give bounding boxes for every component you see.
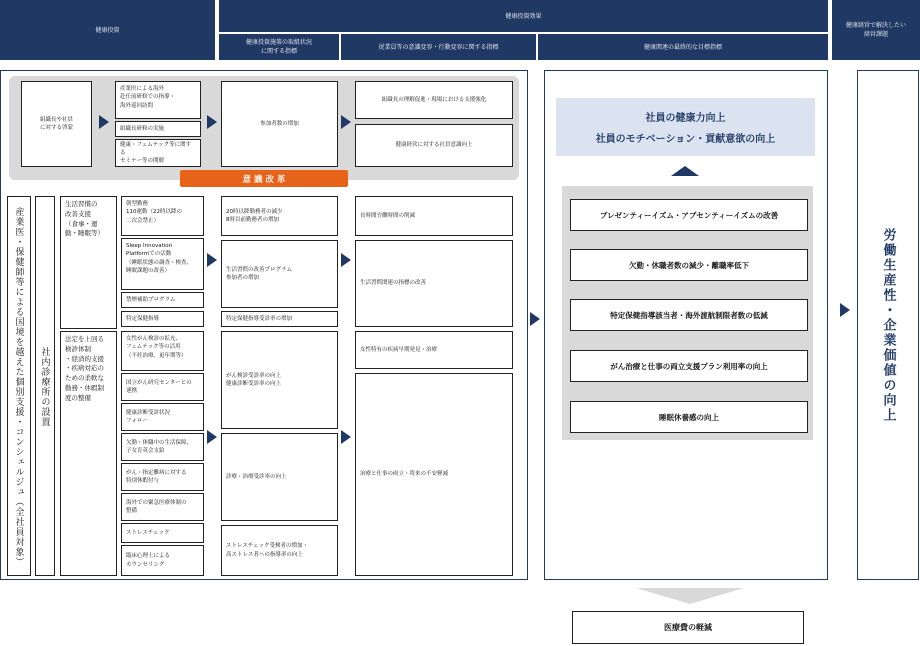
goal-item: 睡眠休養感の向上 — [570, 401, 808, 433]
goal-item: プレゼンティーイズム・アブセンティーイズムの改善 — [570, 199, 808, 231]
lifestyle-item: 特定保健指導 — [121, 311, 204, 327]
header-investment-effect: 健康投資効果 — [219, 0, 828, 32]
goal-item: がん治療と仕事の両立支援プラン利用率の向上 — [570, 350, 808, 382]
awareness-left-box: 組織長や社員 に対する啓蒙 — [21, 81, 92, 167]
lifestyle-item: Sleep Innovation Platformでの活動 （睡眠状態の調査・検査、 睡眠課題の改善） — [121, 238, 204, 290]
behavior-indicator: 生活習慣関連の指標の改善 — [355, 240, 513, 327]
medical-cost-box: 医療費の軽減 — [572, 611, 804, 644]
arrow-right-icon — [99, 115, 109, 129]
system-item: がん・指定難病に対する 特別休暇付与 — [121, 463, 204, 491]
arrow-right-icon — [341, 253, 351, 267]
behavior-indicator: 長時間労働時間の削減 — [355, 196, 513, 236]
measure-indicator: 生活習慣の改善プログラム 参加者の増加 — [221, 240, 338, 308]
arrow-right-icon — [530, 312, 540, 326]
system-item: 欠勤・休職中の生活保障、 子女育英会支給 — [121, 433, 204, 461]
header-behavior-indicator: 従業員等の意識変容・行動変容に関する指標 — [341, 34, 536, 60]
measure-indicator: 特定保健指導受診率の増加 — [221, 311, 338, 327]
arrow-up-icon — [671, 166, 699, 176]
header-management-issue: 健康経営で解決したい 経営課題 — [832, 0, 920, 60]
system-item: 臨床心理士による カウンセリング — [121, 545, 204, 576]
lifestyle-item: 禁煙補助プログラム — [121, 292, 204, 308]
measure-indicator: ストレスチェック受検者の増加・ 高ストレス者への指導率の向上 — [221, 525, 338, 576]
measure-indicator: 診療・治療受診率の向上 — [221, 433, 338, 521]
lifestyle-item: 朝型勤務 110運動（22時以降の 二次会禁止） — [121, 196, 204, 236]
goal-item: 特定保健指導該当者・海外渡航制限者数の低減 — [570, 299, 808, 331]
measure-indicator: 20時以降勤務者の減少 8時以前勤務者の増加 — [221, 196, 338, 236]
headline-motivation: 社員のモチベーション・貢献意欲の向上 — [595, 134, 776, 145]
header-health-investment: 健康投資 — [0, 0, 215, 60]
measure-indicator: がん検診受診率の向上 健康診断受診率の向上 — [221, 331, 338, 429]
arrow-right-icon — [341, 115, 351, 129]
headline-health: 社員の健康力向上 — [645, 113, 726, 124]
goal-item: 欠勤・休職者数の減少・離職率低下 — [570, 249, 808, 281]
arrow-right-icon — [207, 115, 217, 129]
arrow-down-icon — [636, 588, 744, 604]
system-item: 海外での緊急医療体制の 整備 — [121, 493, 204, 521]
clinic-vertical-label: 社内診療所の設置 — [35, 196, 55, 576]
behavior-indicator: 治療と仕事の両立・将来の不安軽減 — [355, 373, 513, 576]
awareness-item: 産業医による海外 赴任前研修での指導・ 海外巡回訪問 — [115, 81, 201, 119]
participation-box: 参加者数の増加 — [221, 81, 338, 167]
header-measure-indicator: 健康投資施策の取組状況 に関する指標 — [219, 34, 339, 60]
arrow-right-icon — [840, 303, 850, 317]
awareness-item: 健康・フェムテック等に関する セミナー等の開催 — [115, 139, 201, 167]
awareness-item: 組織長研修の実施 — [115, 121, 201, 137]
awareness-outcome: 組織長の理解促進・現場における支援強化 — [355, 81, 513, 119]
lifestyle-group-label: 生活習慣の 改善支援 （食事・運 動・睡眠等） — [60, 196, 117, 329]
final-issue-panel: 労働生産性・企業価値の向上 — [857, 70, 919, 580]
awareness-reform-banner: 意 識 改 革 — [180, 170, 348, 187]
system-item: 女性がん検診の拡充、 フェムテック等の活用 （不妊治療、更年期等） — [121, 331, 204, 371]
system-item: 国立がん研究センターとの 連携 — [121, 373, 204, 401]
arrow-right-icon — [207, 430, 217, 444]
arrow-right-icon — [207, 253, 217, 267]
system-item: 健康診断受診状況 フォロー — [121, 403, 204, 431]
header-final-goal-indicator: 健康関連の最終的な目標指標 — [538, 34, 828, 60]
awareness-outcome: 健康経営に対する社員意識向上 — [355, 124, 513, 167]
behavior-indicator: 女性特有の疾病早期発見・治療 — [355, 331, 513, 369]
concierge-vertical-label: 産業医・保健師等による国境を越えた個別支援・コンシェルジュ（全社員対象） — [7, 196, 31, 576]
system-group-label: 法定を上回る 検診体制 ・経済的支援 ・疾病対応の ための柔軟な 勤務・休暇制 度の整備 — [60, 331, 117, 576]
arrow-right-icon — [341, 430, 351, 444]
system-item: ストレスチェック — [121, 523, 204, 543]
goals-headline — [556, 98, 815, 156]
